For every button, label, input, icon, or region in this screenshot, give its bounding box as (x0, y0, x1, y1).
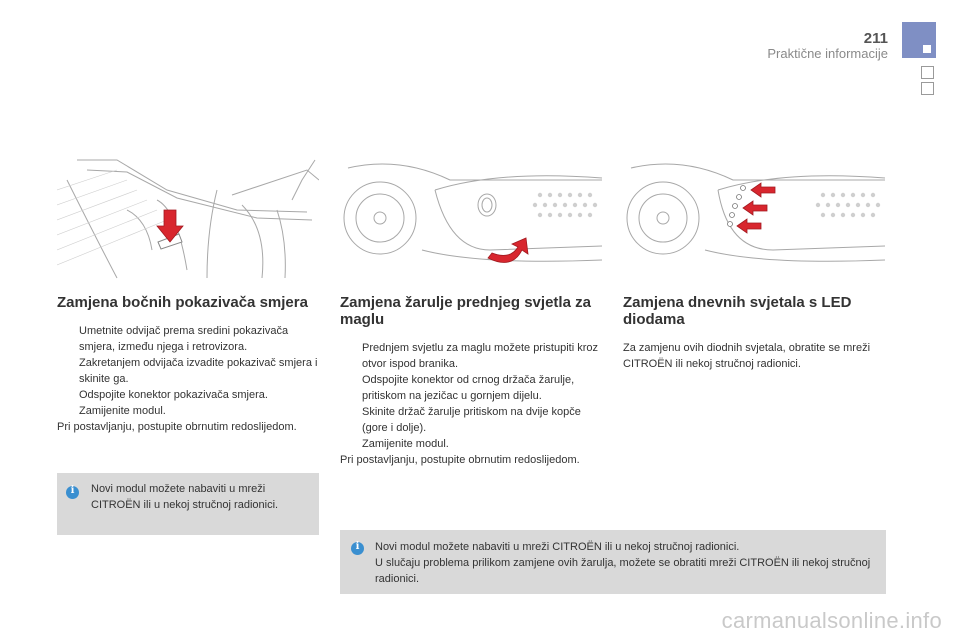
info-icon (66, 486, 79, 499)
corner-square-icon (923, 45, 931, 53)
section-heading: Zamjena dnevnih svjetala s LED diodama (623, 294, 852, 328)
list-item: Prednjem svjetlu za maglu možete pristupiti kroz otvor ispod branika. (362, 342, 598, 370)
section-heading: Zamjena bočnih pokazivača smjera (57, 294, 308, 311)
illustration-led-lights (623, 150, 885, 280)
info-box (340, 530, 886, 594)
info-icon (351, 542, 364, 555)
nav-square-icon[interactable] (921, 66, 934, 79)
nav-square-icon[interactable] (921, 82, 934, 95)
section-led-lights (623, 294, 885, 372)
section-title: Praktične informacije (767, 46, 888, 61)
info-text: Novi modul možete nabaviti u mreži CITROËN ili u nekoj stručnoj radionici. (91, 483, 279, 511)
info-line: Novi modul možete nabaviti u mreži CITROËN ili u nekoj stručnoj radionici. (375, 541, 740, 553)
list-item: Zamijenite modul. (362, 438, 449, 450)
arrow-left-icon (743, 201, 767, 215)
list-item: Skinite držač žarulje pritiskom na dvije kopče (gore i dolje). (362, 406, 581, 434)
info-box (57, 473, 319, 535)
info-text (375, 539, 875, 587)
list-item: Odspojite konektor pokazivača smjera. (79, 389, 268, 401)
list-item: Odspojite konektor od crnog držača žarulje, pritiskom na jezičac u gornjem dijelu. (362, 374, 575, 402)
section-text: Za zamjenu ovih diodnih svjetala, obratite se mreži CITROËN ili nekoj stručnoj radionici. (623, 342, 871, 370)
list-item: Zamijenite modul. (79, 405, 166, 417)
step-list (340, 340, 602, 452)
reassembly-note: Pri postavljanju, postupite obrnutim redoslijedom. (340, 454, 580, 466)
reassembly-note: Pri postavljanju, postupite obrnutim redoslijedom. (57, 421, 297, 433)
list-item: Umetnite odvijač prema sredini pokazivača smjera, između njega i retrovizora. (79, 325, 289, 353)
info-line: U slučaju problema prilikom zamjene ovih žarulja, možete se obratiti mreži CITROËN ili nekoj stručnoj radionici. (375, 557, 871, 585)
illustration-side-indicator (57, 150, 319, 280)
page-corner-tab (902, 22, 936, 58)
illustration-fog-lamp (340, 150, 602, 280)
car-side-drawing (57, 150, 319, 280)
section-side-indicators (57, 294, 319, 435)
car-front-led-drawing (623, 150, 885, 280)
section-heading: Zamjena žarulje prednjeg svjetla za maglu (340, 294, 591, 328)
watermark: carmanualsonline.info (721, 608, 942, 633)
step-list (57, 323, 319, 419)
section-fog-lamp (340, 294, 602, 468)
page-number: 211 (863, 30, 888, 47)
arrow-left-icon (751, 183, 775, 197)
arrow-left-icon (737, 219, 761, 233)
car-front-drawing (340, 150, 602, 280)
list-item: Zakretanjem odvijača izvadite pokazivač smjera i skinite ga. (79, 357, 318, 385)
